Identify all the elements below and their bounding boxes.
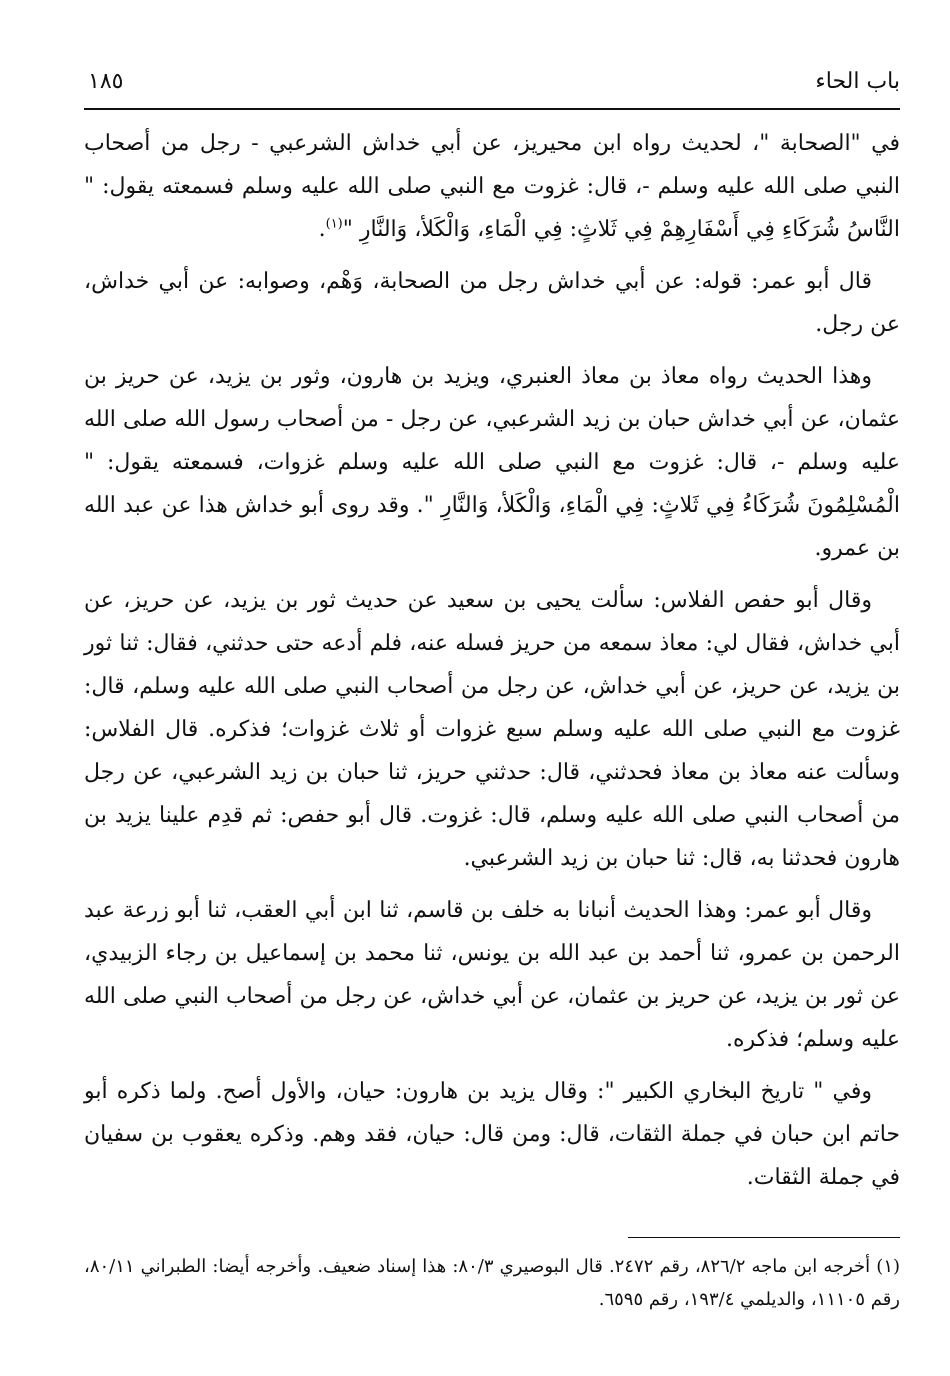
paragraph: وهذا الحديث رواه معاذ بن معاذ العنبري، ويزيد بن هارون، وثور بن يزيد، عن حريز بن عثمان، عن أبي خداش حبان بن زيد الشرعبي، عن رجل - من أصحاب رسول الله صلى الله عليه وسلم -، قال: غزوت مع النبي صلى الله عليه وسلم غزوات، فسمعته يقول: " الْمُسْلِمُونَ شُرَكَاءُ فِي ثَلاثٍ: فِي الْمَاءِ، وَالْكَلأ، وَالنَّارِ ". وقد روى أبو خداش هذا عن عبد الله بن عمرو. bbox=[84, 364, 900, 561]
footnote-marker: (١) bbox=[325, 216, 343, 232]
paragraph: وفي " تاريخ البخاري الكبير ": وقال يزيد بن هارون: حيان، والأول أصح. ولما ذكره أبو حاتم ابن حبان في جملة الثقات، قال: ومن قال: حيان، فقد وهم. وذكره يعقوب بن سفيان في جملة الثقات. bbox=[84, 1079, 900, 1190]
paragraph-text: في "الصحابة "، لحديث رواه ابن محيريز، عن أبي خداش الشرعبي - رجل من أصحاب النبي صلى الله عليه وسلم -، قال: غزوت مع النبي صلى الله عليه وسلم فسمعته يقول: " النَّاسُ شُرَكَاءِ فِي أَسْفَارِهِمْ فِي ثَلاثٍ: فِي الْمَاءِ، وَالْكَلأ، وَالنَّارِ " bbox=[84, 131, 900, 242]
main-text bbox=[84, 122, 900, 1208]
running-header bbox=[84, 62, 900, 110]
chapter-title: باب الحاء bbox=[815, 69, 900, 94]
paragraph: وقال أبو حفص الفلاس: سألت يحيى بن سعيد عن حديث ثور بن يزيد، عن حريز، عن أبي خداش، فقال لي: معاذ سمعه من حريز فسله عنه، فلم أدعه حتى حدثني، فقال: ثنا ثور بن يزيد، عن حريز، عن أبي خداش، عن رجل من أصحاب النبي صلى الله عليه وسلم، قال: غزوت مع النبي صلى الله عليه وسلم سبع غزوات أو ثلاث غزوات؛ فذكره. قال الفلاس: وسألت عنه معاذ بن معاذ فحدثني، قال: حدثني حريز، ثنا حبان بن زيد الشرعبي، عن رجل من أصحاب النبي صلى الله عليه وسلم، قال: غزوت. قال أبو حفص: ثم قدِم علينا يزيد بن هارون فحدثنا به، قال: ثنا حبان بن زيد الشرعبي. bbox=[84, 588, 900, 871]
page-number: ١٨٥ bbox=[88, 69, 124, 94]
paragraph: في "الصحابة "، لحديث رواه ابن محيريز، عن أبي خداش الشرعبي - رجل من أصحاب النبي صلى الله عليه وسلم -، قال: غزوت مع النبي صلى الله عليه وسلم فسمعته يقول: " النَّاسُ شُرَكَاءِ فِي أَسْفَارِهِمْ فِي ثَلاثٍ: فِي الْمَاءِ، وَالْكَلأ، وَالنَّارِ "$^{(١)}$. bbox=[84, 131, 900, 242]
footnote-divider bbox=[628, 1237, 900, 1238]
paragraph: قال أبو عمر: قوله: عن أبي خداش رجل من الصحابة، وَهْم، وصوابه: عن أبي خداش، عن رجل. bbox=[84, 269, 900, 337]
footnote bbox=[84, 1250, 900, 1316]
footnotes bbox=[84, 1250, 900, 1316]
paragraph: وقال أبو عمر: وهذا الحديث أنبانا به خلف بن قاسم، ثنا ابن أبي العقب، ثنا أبو زرعة عبد الرحمن بن عمرو، ثنا أحمد بن عبد الله بن يونس، ثنا محمد بن إسماعيل بن رجاء الزبيدي، عن ثور بن يزيد، عن حريز بن عثمان، عن أبي خداش، عن رجل من أصحاب النبي صلى الله عليه وسلم؛ فذكره. bbox=[84, 898, 900, 1052]
footnote-text: (١) أخرجه ابن ماجه ٨٢٦/٢، رقم ٢٤٧٢. قال البوصيري ٨٠/٣: هذا إسناد ضعيف. وأخرجه أيضا: الطبراني ٨٠/١١، رقم ١١١٠٥، والديلمي ١٩٣/٤، رقم ٦٥٩٥. bbox=[84, 1256, 901, 1310]
book-page bbox=[84, 62, 900, 1352]
